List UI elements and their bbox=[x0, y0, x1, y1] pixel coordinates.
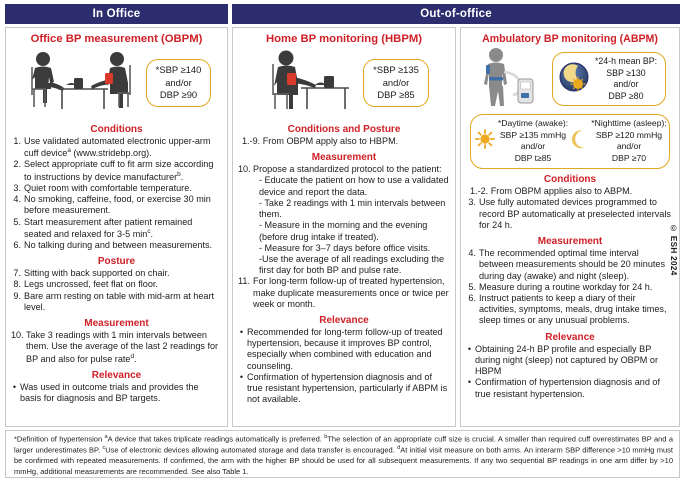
item-marker: 7. bbox=[13, 268, 21, 279]
bullet-icon: • bbox=[239, 371, 244, 382]
item-marker: 8. bbox=[13, 279, 21, 290]
list-item bbox=[11, 279, 222, 290]
abpm-daynight-callout bbox=[470, 114, 670, 169]
ambulatory-monitor-person-icon bbox=[474, 46, 548, 113]
hbpm-conditions-heading: Conditions and Posture bbox=[287, 123, 401, 135]
list-item bbox=[238, 327, 450, 372]
bullet-icon: • bbox=[12, 381, 17, 392]
subline: -Use the average of all readings excluding the first day for both BP and pulse rate. bbox=[259, 253, 445, 276]
abpm-daytime-block bbox=[473, 118, 570, 164]
item-text: The recommended optimal time interval between measurements should be 20 minutes during day (awake) and night (sleep). bbox=[479, 248, 666, 281]
item-text: Quiet room with comfortable temperature. bbox=[24, 182, 192, 193]
sun-icon bbox=[475, 129, 495, 153]
doctor-patient-desk-icon bbox=[22, 47, 140, 118]
list-item bbox=[11, 183, 222, 194]
list-item bbox=[466, 293, 674, 327]
abpm-24h-lines bbox=[595, 56, 657, 102]
abpm-daytime-line1: *Daytime (awake): bbox=[497, 118, 569, 129]
obpm-threshold-line1: *SBP ≥140 bbox=[155, 63, 202, 75]
item-marker: 5. bbox=[468, 281, 476, 292]
item-text: Select appropriate cuff to fit arm size according to instructions by device manufacturer bbox=[24, 159, 214, 182]
item-marker: 11. bbox=[238, 276, 250, 287]
list-item bbox=[466, 344, 674, 378]
abpm-title: Ambulatory BP monitoring (ABPM) bbox=[482, 33, 658, 45]
hbpm-threshold-line2: and/or bbox=[382, 76, 410, 88]
item-text: Obtaining 24-h BP profile and especially BP during night (sleep) not captured by OBPM or HBPM bbox=[475, 343, 658, 377]
item-tail: . bbox=[134, 353, 137, 364]
list-item bbox=[11, 159, 222, 182]
obpm-threshold-callout bbox=[146, 59, 212, 108]
list-item bbox=[11, 217, 222, 240]
hbpm-relevance-list bbox=[238, 327, 450, 406]
abpm-nighttime-line4: DBP ≥70 bbox=[611, 152, 647, 163]
obpm-measurement-list bbox=[11, 330, 222, 365]
hbpm-title: Home BP monitoring (HBPM) bbox=[265, 33, 423, 45]
item-text: Instruct patients to keep a diary of their activities, symptoms, meals, drug intake times, sleep times or any unusual problems. bbox=[479, 292, 667, 326]
obpm-posture-list bbox=[11, 268, 222, 313]
item-text: Measure during a routine workday for 24 h. bbox=[479, 281, 653, 292]
list-item bbox=[11, 136, 222, 159]
footnote-sup-d: d bbox=[397, 445, 401, 452]
moon-icon bbox=[570, 129, 588, 153]
item-marker: 4. bbox=[13, 194, 21, 205]
bullet-icon: • bbox=[239, 327, 244, 338]
abpm-24h-line1: *24-h mean BP: bbox=[594, 56, 658, 67]
item-text: Legs uncrossed, feet flat on floor. bbox=[24, 279, 158, 290]
list-item bbox=[466, 197, 674, 231]
abpm-relevance-heading: Relevance bbox=[545, 331, 595, 343]
column-hbpm bbox=[232, 27, 456, 427]
list-item bbox=[466, 377, 674, 399]
item-marker: 10. bbox=[11, 330, 24, 341]
bullet-icon: • bbox=[467, 343, 472, 354]
abpm-24h-line3: and/or bbox=[613, 79, 639, 90]
item-marker: 10. bbox=[238, 164, 251, 175]
obpm-threshold-line3: DBP ≥90 bbox=[159, 89, 198, 101]
abpm-24h-line4: DBP ≥80 bbox=[608, 90, 644, 101]
hbpm-measurement-list bbox=[238, 164, 450, 310]
item-text: Take 3 readings with 1 min intervals between them. Use the average of the last 2 readings for BP and also for pulse rate bbox=[26, 330, 219, 364]
item-marker: 6. bbox=[13, 240, 21, 251]
item-tail: (www.stridebp.org). bbox=[70, 148, 152, 159]
item-marker: 6. bbox=[468, 292, 476, 303]
item-marker: 3. bbox=[468, 197, 476, 208]
item-text: No smoking, caffeine, food, or exercise 30 min before measurement. bbox=[24, 194, 211, 216]
item-text: Recommended for long-term follow-up of treated hypertension, because it improves BP control, especially when combined with education and counseling. bbox=[247, 327, 443, 371]
item-tail: . bbox=[150, 228, 154, 239]
list-item bbox=[11, 194, 222, 216]
subline: - Measure for 3–7 days before office visits. bbox=[259, 242, 431, 253]
abpm-nighttime-block bbox=[570, 118, 667, 164]
abpm-24h-line2: SBP ≥130 bbox=[606, 67, 646, 78]
abpm-nighttime-line2: SBP ≥120 mmHg bbox=[595, 129, 663, 140]
columns-container bbox=[5, 27, 680, 427]
obpm-conditions-heading: Conditions bbox=[90, 123, 143, 135]
item-marker: 1.-2. bbox=[470, 186, 489, 197]
footnote-part3: The selection of an appropriate cuff size is crucial. A smaller than required cuff overestimates BP and a larger underestimates BP. bbox=[14, 434, 674, 455]
item-superscript: d bbox=[130, 352, 135, 360]
abpm-daytime-text bbox=[498, 118, 568, 164]
item-superscript: a bbox=[67, 147, 71, 155]
item-marker: 1.-9. bbox=[242, 135, 261, 146]
header-in-office: In Office bbox=[5, 4, 228, 24]
footnote-block bbox=[5, 430, 680, 478]
abpm-daytime-line3: and/or bbox=[520, 141, 546, 152]
abpm-nighttime-line1: *Nighttime (asleep): bbox=[591, 118, 667, 129]
item-text: From OBPM apply also to HBPM. bbox=[262, 135, 399, 146]
obpm-conditions-list bbox=[11, 136, 222, 251]
footnote-sup-a: a bbox=[104, 434, 108, 440]
subline: - Take 2 readings with 1 min intervals between them. bbox=[259, 197, 446, 220]
hbpm-threshold-line1: *SBP ≥135 bbox=[373, 63, 419, 75]
item-superscript: c bbox=[147, 227, 151, 235]
item-text: Bare arm resting on table with mid-arm at heart level. bbox=[24, 290, 215, 312]
copyright-label: © ESH 2024 bbox=[669, 224, 678, 276]
item-tail: . bbox=[180, 171, 184, 182]
abpm-measurement-list bbox=[466, 248, 674, 327]
obpm-title: Office BP measurement (OBPM) bbox=[30, 33, 203, 45]
obpm-illustration-row bbox=[11, 47, 222, 119]
footnote-part2: A device that takes triplicate readings automatically is preferred. bbox=[107, 434, 325, 444]
header-out-of-office: Out-of-office bbox=[232, 4, 680, 24]
column-abpm bbox=[460, 27, 680, 427]
item-text: Was used in outcome trials and provides the basis for diagnosis and BP targets. bbox=[20, 381, 199, 404]
item-superscript: b bbox=[177, 170, 181, 178]
list-item bbox=[11, 268, 222, 279]
item-marker: 2. bbox=[13, 159, 21, 170]
list-item bbox=[11, 291, 222, 313]
abpm-conditions-range bbox=[466, 186, 674, 197]
abpm-conditions-list bbox=[466, 186, 674, 231]
list-item bbox=[11, 382, 222, 404]
abpm-nighttime-text bbox=[591, 118, 666, 164]
abpm-measurement-heading: Measurement bbox=[537, 236, 603, 248]
abpm-illustration-row bbox=[466, 46, 674, 112]
hbpm-measurement-sublines bbox=[238, 175, 450, 276]
abpm-24h-threshold-callout bbox=[552, 52, 666, 106]
item-text: Start measurement after patient remained seated and relaxed for 3-5 min bbox=[24, 216, 193, 239]
subline: - Educate the patient on how to use a validated device and report the data. bbox=[259, 175, 449, 197]
abpm-daytime-line2: SBP ≥135 mmHg bbox=[499, 129, 567, 140]
obpm-measurement-heading: Measurement bbox=[84, 318, 149, 330]
item-text: Sitting with back supported on chair. bbox=[24, 268, 170, 279]
hbpm-illustration-row bbox=[238, 47, 450, 119]
item-marker: 9. bbox=[13, 290, 21, 301]
hbpm-threshold-line3: DBP ≥85 bbox=[377, 89, 415, 101]
list-item bbox=[11, 330, 222, 365]
footnote-part5: At initial visit measure on both arms. An interarm SBP difference >10 mmHg must be confirmed with repeated measurements. If confirmed, the arm with the higher BP should be used for all subsequent measurements. If any two sequential BP readings in one arm differ by >10 mmHg, additional measurements are recommended. See also Table 1. bbox=[14, 445, 673, 476]
footnote-sup-c: c bbox=[102, 445, 106, 452]
item-text: Use fully automated devices programmed to record BP automatically at preselected intervals for 24 h. bbox=[479, 197, 671, 230]
list-item bbox=[466, 248, 674, 282]
obpm-relevance-heading: Relevance bbox=[91, 369, 142, 381]
abpm-conditions-heading: Conditions bbox=[543, 174, 597, 186]
hbpm-threshold-callout bbox=[363, 59, 429, 108]
subline: - Measure in the morning and the evening (before drug intake if treated). bbox=[259, 220, 428, 242]
obpm-relevance-list bbox=[11, 382, 222, 404]
item-text: No talking during and between measurements. bbox=[24, 240, 213, 251]
abpm-relevance-list bbox=[466, 344, 674, 400]
item-text: From OBPM applies also to ABPM. bbox=[490, 186, 633, 197]
column-obpm bbox=[5, 27, 228, 427]
item-text: Propose a standardized protocol to the patient: bbox=[253, 164, 442, 175]
hbpm-relevance-heading: Relevance bbox=[319, 315, 369, 327]
header-band bbox=[5, 4, 680, 24]
patient-home-desk-icon bbox=[259, 47, 357, 118]
item-text: For long-term follow-up of treated hypertension, make duplicate measurements once or twice per week or month. bbox=[253, 276, 449, 309]
abpm-nighttime-line3: and/or bbox=[616, 141, 642, 152]
list-item bbox=[238, 276, 450, 310]
item-marker: 4. bbox=[468, 248, 476, 259]
footnote-part4: Use of electronic devices allowing automated storage and data transfer is encouraged. bbox=[105, 445, 398, 455]
item-marker: 3. bbox=[13, 182, 21, 193]
obpm-threshold-line2: and/or bbox=[165, 76, 192, 88]
list-item bbox=[238, 164, 450, 175]
list-item bbox=[11, 240, 222, 251]
item-text: Confirmation of hypertension diagnosis and of true resistant hypertension. bbox=[475, 377, 661, 399]
list-item bbox=[238, 372, 450, 406]
moon-sun-circle-icon bbox=[558, 61, 590, 96]
item-text: Confirmation of hypertension diagnosis and of true resistant hypertension, particularly if ABPM is not available. bbox=[247, 371, 448, 405]
footnote-part1: *Definition of hypertension bbox=[14, 434, 105, 444]
item-text: Use validated automated electronic upper-arm cuff device bbox=[24, 135, 211, 159]
abpm-daytime-line4: DBP t≥85 bbox=[514, 152, 552, 163]
bullet-icon: • bbox=[467, 377, 472, 388]
footnote-sup-b: b bbox=[324, 434, 328, 440]
item-marker: 5. bbox=[13, 216, 21, 227]
item-marker: 1. bbox=[13, 135, 21, 146]
hbpm-conditions-range bbox=[238, 136, 450, 147]
list-item bbox=[466, 282, 674, 293]
hbpm-measurement-heading: Measurement bbox=[311, 152, 377, 164]
obpm-posture-heading: Posture bbox=[97, 256, 136, 268]
